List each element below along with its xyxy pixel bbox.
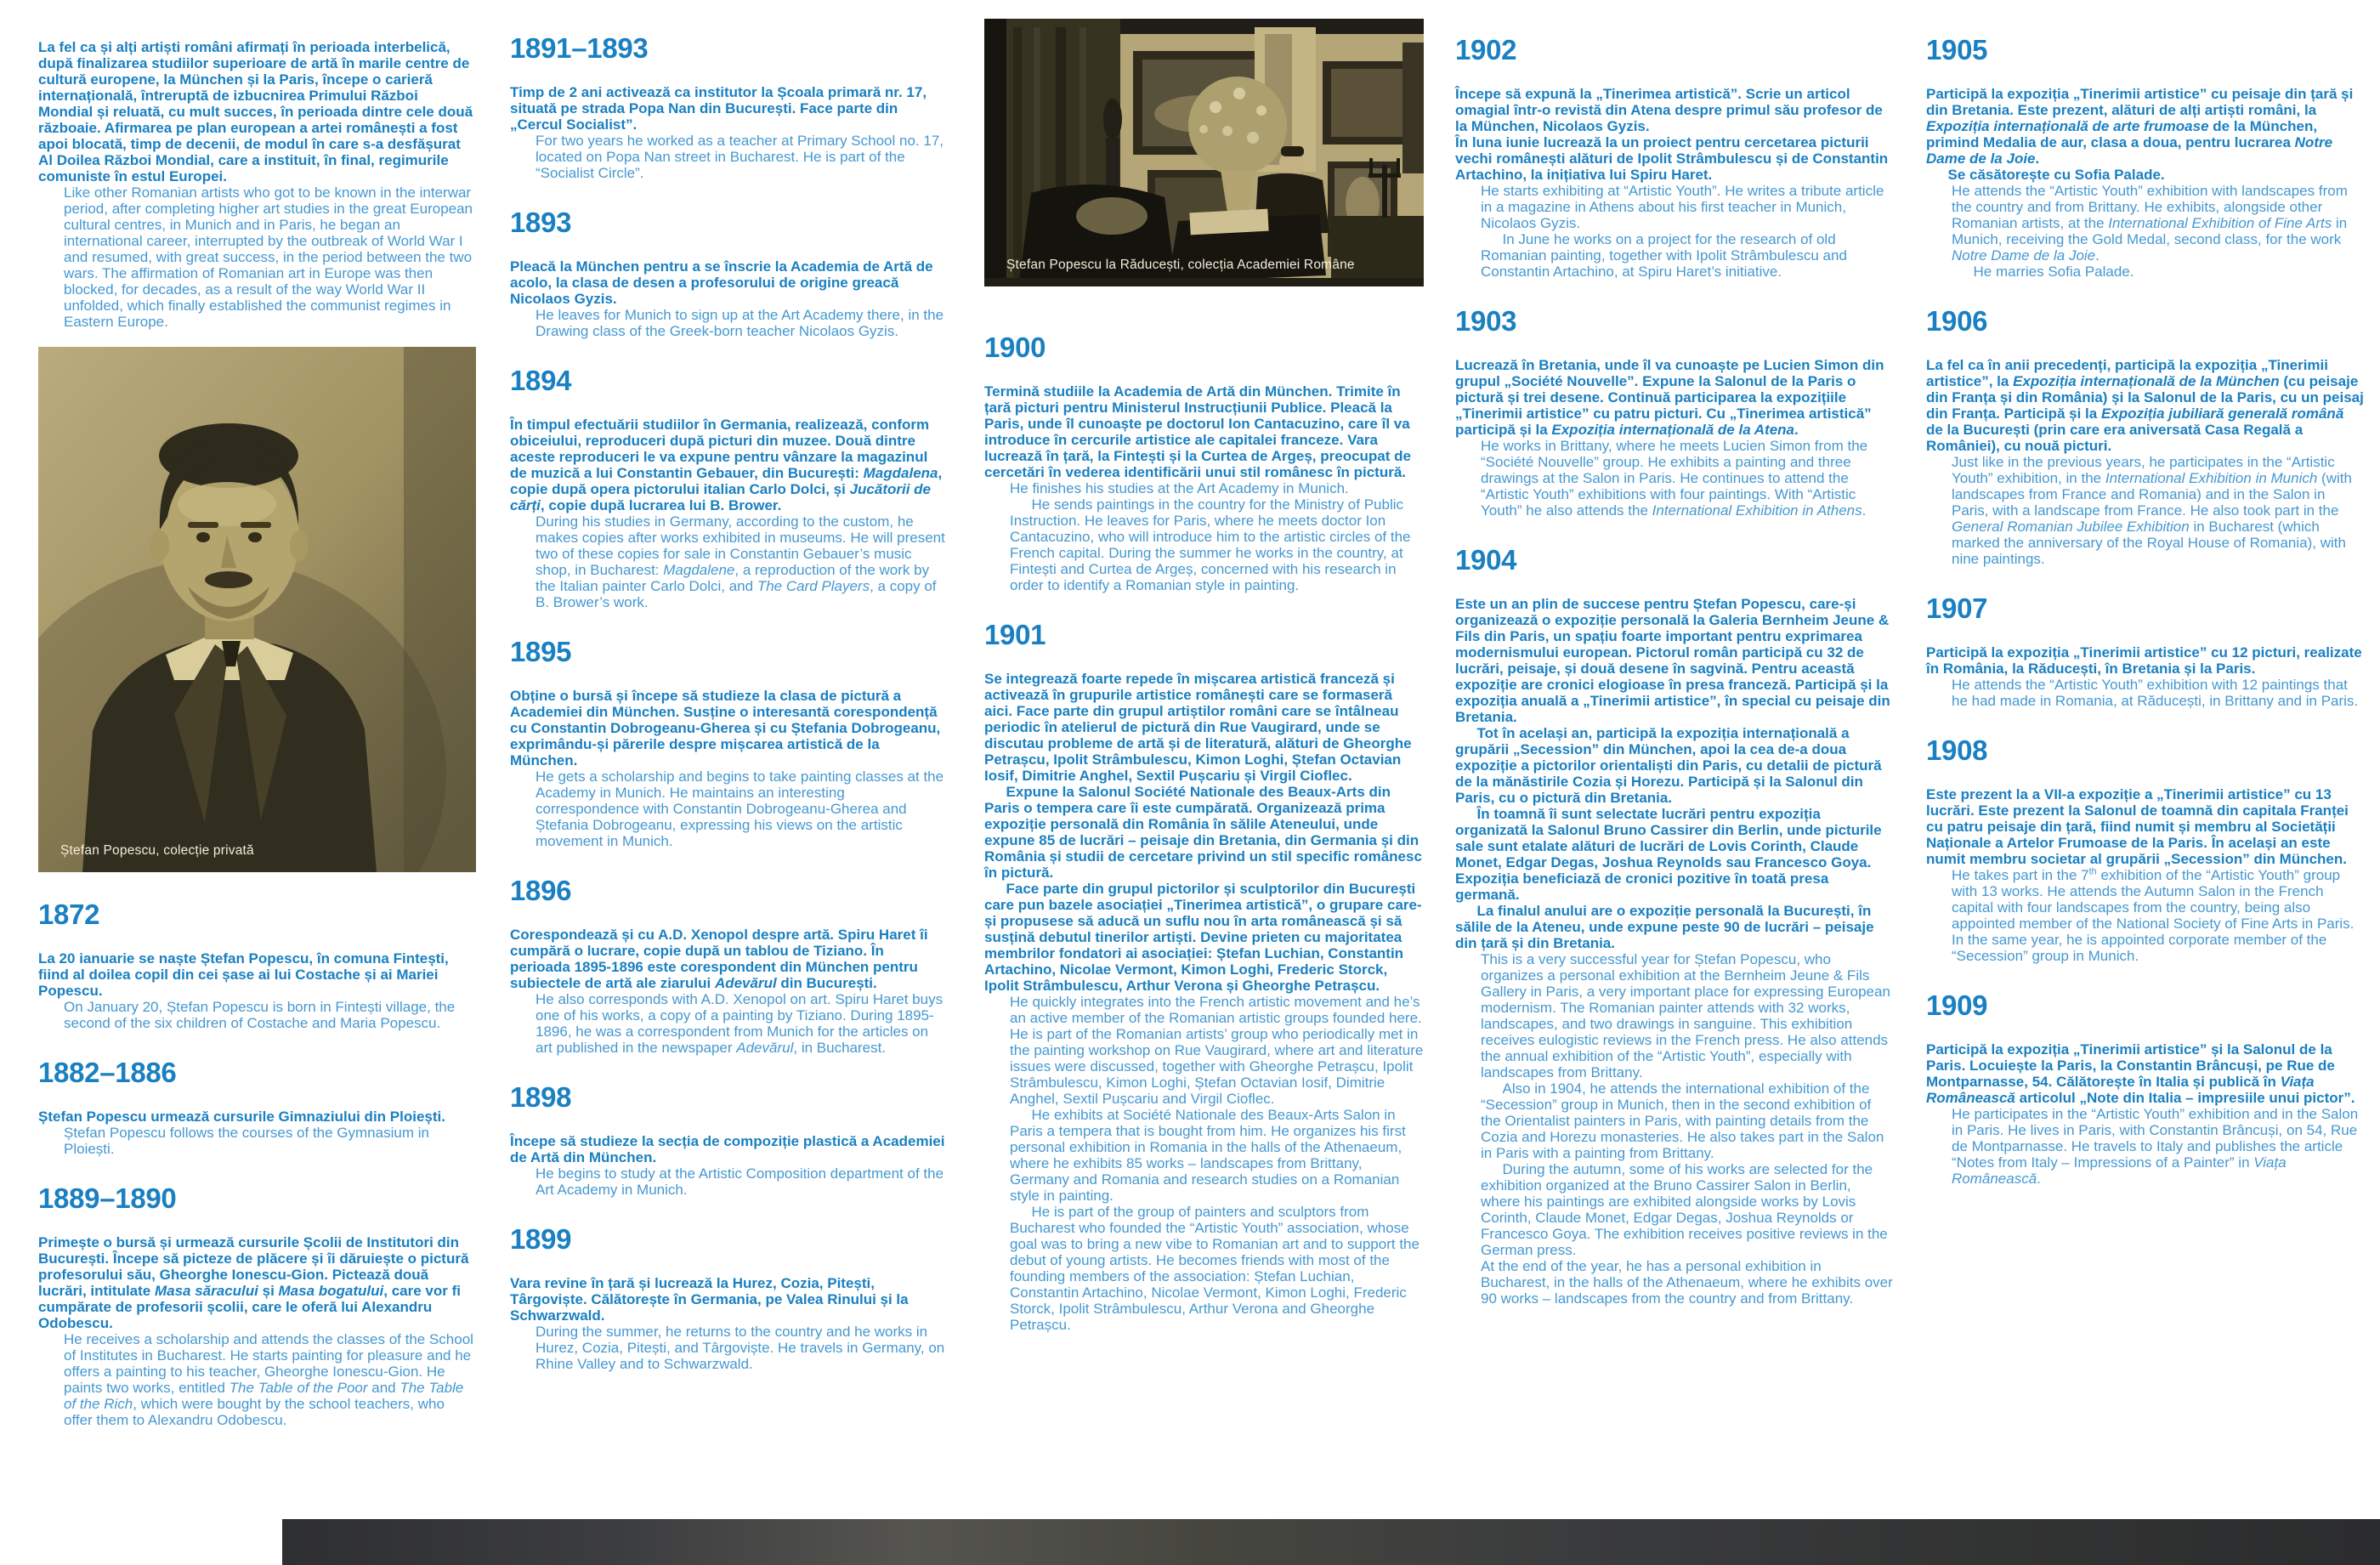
romanian-text-paragraph: Este un an plin de succese pentru Ștefan Popescu, care-și organizează o expoziție personală la Galeria Bernheim Jeune & Fils din Paris, un spațiu foarte important pentru exprimarea modernismului european. Pictorul român participă cu 32 de lucrări, peisaje, și două desene în sagvină. Pentru această expoziție are cronici elogioase în presa franceză. Participă și la expoziția anuală a „Tinerimii artistice”, în special cu peisaje din Bretania. [1455, 596, 1890, 725]
year-heading: 1891–1893 [510, 32, 649, 64]
year-heading: 1900 [984, 332, 1046, 363]
romanian-text [38, 1234, 476, 1331]
portrait-photo-caption: Ștefan Popescu, colecție privată [60, 843, 254, 858]
english-text-paragraph: Like other Romanian artists who got to be known in the interwar period, after completing higher art studies in the great European cultural centres, in Munich and in Paris, he began an international career, interrupted by the outbreak of World War I and resumed, with great success, in the period between the two wars. The affirmation of Romanian art in Europe was then blocked, for decades, as a result of the way World War II unfolded, which finally established the communist regimes in Eastern Europe. [64, 184, 473, 330]
romanian-text [984, 383, 1424, 480]
romanian-text-paragraph: Expune la Salonul Société Nationale des Beaux-Arts din Paris o tempera care îi este cumpărată. Organizează prima expoziție personală din România în sălile Ateneului, unde expune 85 de lucrări – peisaje din Bretania, din Germania și din România și studii de cercetare privind un stil specific românesc în pictură. [984, 784, 1422, 881]
english-text [1481, 951, 1893, 1307]
year-heading: 1872 [38, 899, 100, 930]
english-text-paragraph: During the summer, he returns to the country and he works in Hurez, Cozia, Pitești, and Târgoviște. He travels in Germany, on Rhine Valley and to Schwarzwald. [536, 1324, 945, 1372]
interior-photo-caption: Ștefan Popescu la Răducești, colecția Academiei Române [1006, 258, 1355, 272]
romanian-text [1926, 644, 2364, 677]
timeline-entry-1872 [38, 900, 476, 1031]
year-heading: 1903 [1455, 305, 1517, 337]
romanian-text [1455, 357, 1893, 438]
english-text [536, 991, 948, 1056]
romanian-text-paragraph: Primește o bursă și urmează cursurile Școlii de Institutori din București. Începe să picteze de plăcere și îi dăruiește o pictură profesorului său, Gheorghe Ionescu-Gion. Pictează două lucrări, intitulate Masa săracului și Masa bogatului, care vor fi cumpărate de profesorii școlii, care le oferă lui Alexandru Odobescu. [38, 1234, 469, 1331]
year-heading: 1906 [1926, 305, 1988, 337]
timeline-entry-1904 [1455, 546, 1893, 1307]
romanian-text-paragraph: La finalul anului are o expoziție personală la București, în sălile de la Ateneu, unde expune peste 90 de lucrări – peisaje din țară și din Bretania. [1455, 903, 1874, 951]
timeline-entry-1908 [1926, 736, 2364, 964]
english-text-paragraph: He marries Sofia Palade. [1952, 264, 2134, 280]
year-heading: 1901 [984, 619, 1046, 650]
english-text-paragraph: He begins to study at the Artistic Composition department of the Art Academy in Munich. [536, 1165, 944, 1198]
english-text-paragraph: On January 20, Ștefan Popescu is born in Fintești village, the second of the six children of Costache and Maria Popescu. [64, 999, 456, 1031]
timeline-entry-1889-1890 [38, 1184, 476, 1428]
english-text [64, 1331, 476, 1428]
romanian-text-paragraph: Se integrează foarte repede în mișcarea artistică franceză și activează în grupurile artistice românești care se formaseră aici. Face parte din grupul artiștilor români care se întâlneau periodic în atelierul de pictură din Rue Vaugirard, unde se discutau probleme de artă și de literatură, alături de Gheorghe Petrașcu, Ipolit Strâmbulescu, Kimon Loghi, Ștefan Octavian Iosif, Dimitrie Anghel, Sextil Pușcariu și Virgil Cioflec. [984, 671, 1412, 784]
english-text-paragraph: During the autumn, some of his works are selected for the exhibition organized at the Bruno Cassirer Salon in Berlin, where his paintings are exhibited alongside works by Lovis Corinth, Claude Monet, Edgar Degas, Joshua Reynolds or Francesco Goya. The exhibition receives positive reviews in the German press. [1481, 1161, 1888, 1258]
english-text-paragraph: Also in 1904, he attends the international exhibition of the “Secession” group in Munich, then in the second exhibition of the Orientalist painters in Paris, with painting details from the Cozia and Horezu monasteries. He also takes part in the Salon in Paris with a painting from Brittany. [1481, 1080, 1884, 1161]
english-text-paragraph: He attends the “Artistic Youth” exhibition with 12 paintings that he had made in Romania, at Răducești, in Brittany and in Paris. [1952, 677, 2359, 709]
english-text-paragraph: He is part of the group of painters and sculptors from Bucharest who founded the “Artistic Youth” association, whose goal was to bring a new vibe to Romanian art and to support the debut of young artists. He becomes friends with most of the founding members of the association: Ștefan Luchian, Constantin Artachino, Nicolae Vermont, Kimon Loghi, Frederic Storck, Ipolit Strâmbulescu, Arthur Verona and Gheorghe Petrașcu. [1010, 1204, 1420, 1333]
english-text-paragraph: He participates in the “Artistic Youth” exhibition and in the Salon in Paris. He lives in Paris, with Constantin Brâncuși, on 54, Rue de Montparnasse. He travels to Italy and publishes the article “Notes from Italy – Impressions of a Painter” in Viața Românească. [1952, 1106, 2359, 1187]
romanian-text-paragraph: Vara revine în țară și lucrează la Hurez, Cozia, Pitești, Târgoviște. Călătorește în Germania, pe Valea Rinului și la Schwarzwald. [510, 1275, 909, 1324]
timeline-entry-1894 [510, 366, 948, 610]
timeline-entry-1909 [1926, 991, 2364, 1187]
english-text-paragraph: He finishes his studies at the Art Academy in Munich. [1010, 480, 1349, 496]
timeline-entry-1900 [984, 333, 1424, 593]
english-text-paragraph: He gets a scholarship and begins to take painting classes at the Academy in Munich. He maintains an interesting correspondence with Constantin Dobrogeanu-Gherea and Ștefania Dobrogeanu, expressing his views on the artistic movement in Munich. [536, 768, 944, 849]
english-text-paragraph: He exhibits at Société Nationale des Beaux-Arts Salon in Paris a tempera that is bought from him. He organizes his first personal exhibition in Romania in the halls of the Athenaeum, where he exhibits 85 works – landscapes from Brittany, Germany and Romania and research studies on a Romanian style in painting. [1010, 1107, 1406, 1204]
year-heading: 1889–1890 [38, 1182, 177, 1214]
timeline-entry-1895 [510, 638, 948, 849]
romanian-text-paragraph: Se căsătorește cu Sofia Palade. [1926, 167, 2165, 183]
romanian-text-paragraph: Timp de 2 ani activează ca institutor la Școala primară nr. 17, situată pe strada Popa Nan din București. Face parte din „Cercul Socialist”. [510, 84, 927, 133]
timeline-entry-1907 [1926, 594, 2364, 709]
english-text [536, 133, 948, 181]
romanian-text-paragraph: În timpul efectuării studiilor în Germania, realizează, conform obiceiului, reproduceri după picturi din muzee. Două dintre aceste reproduceri le va expune pentru vânzare la magazinul de muzică a lui Constantin Gebauer, din București: Magdalena, copie după opera pictorului italian Carlo Dolci, și Jucătorii de cărți, copie după lucrarea lui B. Brower. [510, 417, 943, 513]
english-text-paragraph: During his studies in Germany, according to the custom, he makes copies after works exhibited in museums. He will present two of these copies for sale in Constantin Gebauer’s music shop, in Bucharest: Magdalene, a reproduction of the work by the Italian painter Carlo Dolci, and The Card Players, a copy of B. Brower’s work. [536, 513, 945, 610]
year-heading: 1899 [510, 1223, 572, 1255]
year-heading: 1904 [1455, 544, 1517, 576]
romanian-text-paragraph: Este prezent la a VII-a expoziție a „Tinerimii artistice” cu 13 lucrări. Este prezent la Salonul de toamnă din capitala Franței cu patru peisaje din țară, fiind numit și membru al Societății Naționale a Artelor Frumoase de la Paris. În același an este numit membru societar al grupării „Secession” din München. [1926, 786, 2349, 867]
intro-entry [38, 39, 476, 330]
english-text [536, 1165, 948, 1198]
romanian-text-paragraph: La fel ca în anii precedenți, participă la expoziția „Tinerimii artistice”, la Expoziția internațională de la München (cu peisaje din Franța și din România) și la Salonul de la Paris, cu un peisaj din Franța. Participă și la Expoziția jubiliară generală română de la București (prin care era aniversată Casa Regală a României), cu nouă picturi. [1926, 357, 2364, 454]
romanian-text-paragraph: Lucrează în Bretania, unde îl va cunoaște pe Lucien Simon din grupul „Société Nouvelle”. Expune la Salonul de la Paris o pictură și trei desene. Continuă participarea la expozițiile „Tinerimii artistice” cu patru picturi. Cu „Tinerimea artistică” participă și la Expoziția internațională de la Atena. [1455, 357, 1884, 438]
timeline-entry-1902 [1455, 36, 1893, 280]
timeline-entry-1899 [510, 1225, 948, 1372]
romanian-text [1926, 357, 2364, 454]
english-text [1952, 183, 2364, 280]
bottom-photo-strip [282, 1519, 2380, 1565]
year-heading: 1902 [1455, 34, 1517, 65]
romanian-text-paragraph: În luna iunie lucrează la un proiect pentru cercetarea picturii vechi românești alături de Ipolit Strâmbulescu și de Constantin Artachino, la inițiativa lui Spiru Haret. [1455, 134, 1889, 183]
english-text-paragraph: In June he works on a project for the research of old Romanian painting, together with Ipolit Strâmbulescu and Constantin Artachino, at Spiru Haret’s initiative. [1481, 231, 1847, 280]
english-text [536, 1324, 948, 1372]
column-5 [1926, 0, 2364, 1214]
year-heading: 1909 [1926, 989, 1988, 1021]
romanian-text [38, 950, 476, 999]
english-text [64, 184, 476, 330]
timeline-entry-1893 [510, 208, 948, 339]
english-text-paragraph: At the end of the year, he has a personal exhibition in Bucharest, in the halls of the Athenaeum, where he exhibits over 90 works – landscapes from the country and from Brittany. [1481, 1258, 1893, 1307]
romanian-text-paragraph: Obține o bursă și începe să studieze la clasa de pictură a Academiei din München. Susține o interesantă corespondență cu Constantin Dobrogeanu-Gherea și cu Ștefania Dobrogeanu, exprimându-și părerile despre mișcarea artistică de la München. [510, 688, 941, 768]
romanian-text-paragraph: Participă la expoziția „Tinerimii artistice” cu 12 picturi, realizate în România, la Răducești, în Bretania și la Paris. [1926, 644, 2362, 677]
timeline-entry-1898 [510, 1083, 948, 1198]
romanian-text-paragraph: În toamnă îi sunt selectate lucrări pentru expoziția organizată la Salonul Bruno Cassirer din Berlin, unde picturile sale sunt etalate alături de lucrări de Lovis Corinth, Claude Monet, Edgar Degas, Joshua Reynolds sau Francesco Goya. Expoziția beneficiază de cronici pozitive în toată presa germană. [1455, 806, 1882, 903]
romanian-text [984, 671, 1424, 994]
english-text-paragraph: For two years he worked as a teacher at Primary School no. 17, located on Popa Nan street in Bucharest. He is part of the “Socialist Circle”. [536, 133, 944, 181]
timeline-entry-1882-1886 [38, 1058, 476, 1157]
english-text-paragraph: He also corresponds with A.D. Xenopol on art. Spiru Haret buys one of his works, a copy of a painting by Tiziano. During 1895-1896, he was a correspondent from Munich for the articles on art published in the newspaper Adevărul, in Bucharest. [536, 991, 944, 1056]
english-text [536, 768, 948, 849]
english-text [1481, 183, 1893, 280]
english-text [536, 513, 948, 610]
romanian-text-paragraph: La 20 ianuarie se naște Ștefan Popescu, în comuna Fintești, fiind al doilea copil din cei șase ai lui Costache și ai Mariei Popescu. [38, 950, 449, 999]
romanian-text [38, 39, 476, 184]
english-text [1010, 994, 1424, 1333]
romanian-text [1455, 596, 1893, 951]
romanian-text-paragraph: Participă la expoziția „Tinerimii artistice” și la Salonul de la Paris. Locuiește la Paris, la Constantin Brâncuși, pe Rue de Montparnasse, 54. Călătorește în Italia și publică în Viața Românească articolul „Note din Italia – impresiile unui pictor”. [1926, 1041, 2355, 1106]
romanian-text [38, 1109, 476, 1125]
english-text-paragraph: He quickly integrates into the French artistic movement and he’s an active member of the Romanian artistic groups founded here. He is part of the Romanian artists’ group who periodically met in the painting workshop on Rue Vaugirard, where art and literature issues were discussed, together with Gheorghe Petrașcu, Ipolit Strâmbulescu, Kimon Loghi, Ștefan Octavian Iosif, Dimitrie Anghel, Sextil Pușcariu and Virgil Cioflec. [1010, 994, 1424, 1107]
romanian-text-paragraph: Începe să expună la „Tinerimea artistică”. Scrie un articol omagial într-o revistă din Atena despre primul său profesor de la München, Nicolaos Gyzis. [1455, 86, 1883, 134]
column-2 [510, 0, 948, 1399]
romanian-text [510, 84, 948, 133]
year-heading: 1895 [510, 636, 572, 667]
romanian-text [1926, 86, 2364, 183]
english-text [1952, 1106, 2364, 1187]
timeline-entry-1905 [1926, 36, 2364, 280]
english-text-paragraph: Ștefan Popescu follows the courses of the Gymnasium in Ploiești. [64, 1125, 429, 1157]
romanian-text [510, 417, 948, 513]
interior-photo [984, 19, 1424, 286]
year-heading: 1894 [510, 365, 572, 396]
year-heading: 1908 [1926, 734, 1988, 766]
year-heading: 1896 [510, 875, 572, 906]
english-text-paragraph: He works in Brittany, where he meets Lucien Simon from the “Société Nouvelle” group. He exhibits a painting and three drawings at the Salon in Paris. He continues to attend the “Artistic Youth” exhibitions with four paintings. With “Artistic Youth” he also attends the International Exhibition in Athens. [1481, 438, 1868, 519]
romanian-text [1926, 1041, 2364, 1106]
romanian-text [510, 927, 948, 991]
timeline-entry-1906 [1926, 307, 2364, 567]
english-text [536, 307, 948, 339]
romanian-text [510, 688, 948, 768]
timeline-entry-1901 [984, 621, 1424, 1333]
timeline-entry-1896 [510, 876, 948, 1056]
romanian-text-paragraph: Face parte din grupul pictorilor și sculptorilor din București care pun bazele asociației „Tinerimea artistică”, o grupare care-și propusese să aducă un suflu nou în arta românească și să susțină debutul tinerilor artiști. Devine prieten cu majoritatea membrilor fondatori ai asociației: Ștefan Luchian, Constantin Artachino, Nicolae Vermont, Kimon Loghi, Frederic Storck, Ipolit Strâmbulescu, Arthur Verona și Gheorghe Petrașcu. [984, 881, 1422, 994]
english-text-paragraph: He attends the “Artistic Youth” exhibition with landscapes from the country and from Brittany. He exhibits, alongside other Romanian artists, at the International Exhibition of Fine Arts in Munich, receiving the Gold Medal, second class, for the work Notre Dame de la Joie. [1952, 183, 2348, 264]
english-text [1010, 480, 1424, 593]
romanian-text-paragraph: La fel ca și alți artiști români afirmați în perioada interbelică, după finalizarea studiilor superioare de artă în marile centre de cultură europene, la München și la Paris, începe o carieră internațională, întreruptă de izbucnirea Primului Război Mondial și reluată, cu mult succes, în perioada dintre cele două războaie. Afirmarea pe plan european a artei românești a fost apoi blocată, timp de decenii, de modul în care s-a desfășurat Al Doilea Război Mondial, care a instituit, în final, regimurile comuniste în estul Europei. [38, 39, 473, 184]
english-text-paragraph: He receives a scholarship and attends the classes of the School of Institutes in Bucharest. He starts painting for pleasure and he offers a painting to his teacher, Gheorghe Ionescu-Gion. He paints two works, entitled The Table of the Poor and The Table of the Rich, which were bought by the school teachers, who offer them to Alexandru Odobescu. [64, 1331, 473, 1428]
timeline-entry-1903 [1455, 307, 1893, 519]
interior-photo-image [984, 19, 1424, 286]
romanian-text [510, 1275, 948, 1324]
english-text-paragraph: He takes part in the 7th exhibition of the “Artistic Youth” group with 13 works. He attends the Autumn Salon in the French capital with four landscapes from the country, being also appointed member of the National Society of Fine Arts in Paris. In the same year, he is appointed corporate member of the “Secession” group in Munich. [1952, 866, 2354, 964]
romanian-text-paragraph: Pleacă la München pentru a se înscrie la Academia de Artă de acolo, la clasa de desen a profesorului de origine greacă Nicolaos Gyzis. [510, 258, 933, 307]
year-heading: 1905 [1926, 34, 1988, 65]
romanian-text [510, 258, 948, 307]
romanian-text [510, 1133, 948, 1165]
romanian-text [1455, 86, 1893, 183]
year-heading: 1907 [1926, 593, 1988, 624]
english-text-paragraph: He leaves for Munich to sign up at the Art Academy there, in the Drawing class of the Greek-born teacher Nicolaos Gyzis. [536, 307, 944, 339]
column-3 [984, 0, 1424, 1360]
english-text [64, 999, 476, 1031]
romanian-text-paragraph: Ștefan Popescu urmează cursurile Gimnaziului din Ploiești. [38, 1109, 445, 1125]
year-heading: 1882–1886 [38, 1057, 177, 1088]
english-text [64, 1125, 476, 1157]
english-text [1952, 454, 2364, 567]
english-text-paragraph: He sends paintings in the country for the Ministry of Public Instruction. He leaves for Paris, where he meets doctor Ion Cantacuzino, who will introduce him to the artistic circles of the French capital. During the summer he works in the country, at Fintești and Curtea de Argeș, concerned with his research in order to identify a Romanian style in painting. [1010, 496, 1411, 593]
english-text-paragraph: Just like in the previous years, he participates in the “Artistic Youth” exhibition, in the International Exhibition in Munich (with landscapes from France and Romania) and in the Salon in Paris, with a landscape from France. He also took part in the General Romanian Jubilee Exhibition in Bucharest (which marked the anniversary of the Royal House of Romania), with nine paintings. [1952, 454, 2352, 567]
english-text-paragraph: This is a very successful year for Ștefan Popescu, who organizes a personal exhibition at the Bernheim Jeune & Fils Gallery in Paris, a very important place for expressing European modernism. The Romanian painter attends with 32 works, landscapes, and two drawings in sanguine. This exhibition receives eulogistic reviews in the French press. He also attends the annual exhibition of the “Artistic Youth”, especially with landscapes from Brittany. [1481, 951, 1890, 1080]
year-heading: 1898 [510, 1081, 572, 1113]
timeline-entry-1891-1893 [510, 34, 948, 181]
romanian-text-paragraph: Termină studiile la Academia de Artă din München. Trimite în țară picturi pentru Ministerul Instrucțiunii Publice. Pleacă la Paris, unde îl cunoaște pe doctorul Ion Cantacuzino, care îl va introduce în cercurile artistice ale capitalei franceze. Vara lucrează în țară, la Fintești și la Curtea de Argeș, preocupat de cercetări în vederea identificării unui stil românesc în pictură. [984, 383, 1411, 480]
romanian-text-paragraph: Corespondează și cu A.D. Xenopol despre artă. Spiru Haret îi cumpără o lucrare, copie după un tablou de Tiziano. În perioada 1895-1896 este corespondent din München pentru subiectele de artă ale ziarului Adevărul din București. [510, 927, 928, 991]
romanian-text-paragraph: Participă la expoziția „Tinerimii artistice” cu peisaje din țară și din Bretania. Este prezent, alături de alți artiști români, la Expoziția internațională de arte frumoase de la München, primind Medalia de aur, clasa a doua, pentru lucrarea Notre Dame de la Joie. [1926, 86, 2354, 167]
column-1 [38, 0, 476, 1455]
english-text [1481, 438, 1893, 519]
english-text [1952, 867, 2364, 964]
portrait-photo-image [38, 347, 476, 872]
romanian-text-paragraph: Începe să studieze la secția de compoziție plastică a Academiei de Artă din München. [510, 1133, 945, 1165]
romanian-text [1926, 786, 2364, 867]
romanian-text-paragraph: Tot în același an, participă la expoziția internațională a grupării „Secession” din München, apoi la cea de-a doua expoziție a pictorilor orientaliști din Paris, cu detalii de pictură de la mănăstirile Cozia și Horezu. Participă și la Salonul din Paris, cu o pictură din Bretania. [1455, 725, 1882, 806]
column-4 [1455, 0, 1893, 1334]
english-text-paragraph: He starts exhibiting at “Artistic Youth”. He writes a tribute article in a magazine in Athens about his first teacher in Munich, Nicolaos Gyzis. [1481, 183, 1884, 231]
portrait-photo [38, 347, 476, 872]
english-text [1952, 677, 2364, 709]
year-heading: 1893 [510, 207, 572, 238]
